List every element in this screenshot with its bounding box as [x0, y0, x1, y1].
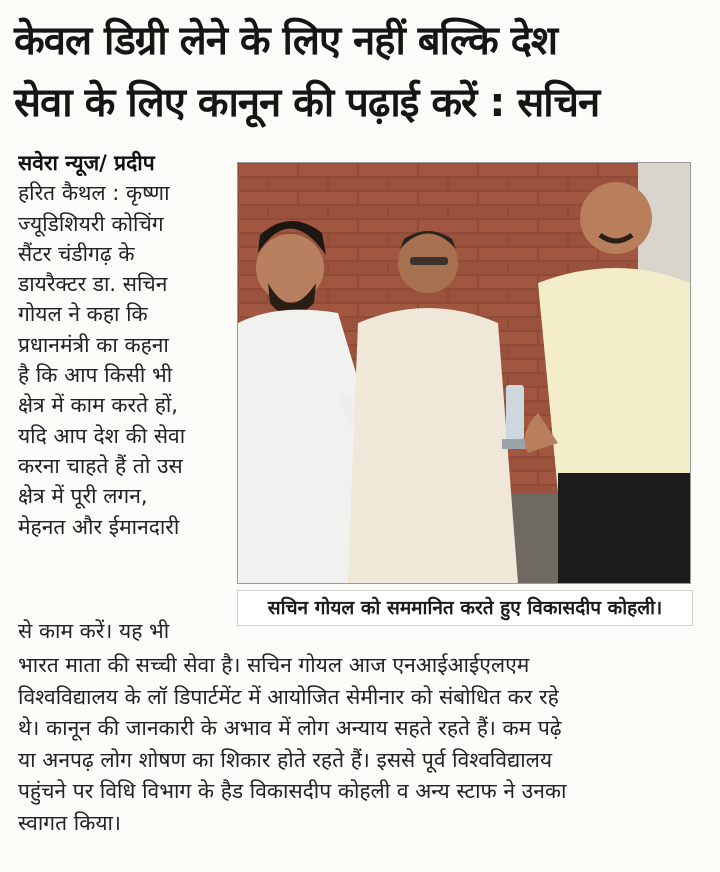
column-line: ज्यूडिशियरी कोचिंग — [18, 211, 164, 236]
body-line: थे। कानून की जानकारी के अभाव में लोग अन्याय सहते रहते हैं। कम पढ़े — [18, 716, 562, 741]
column-line: हरित कैथल : कृष्णा — [18, 181, 170, 206]
headline-line-2: सेवा के लिए कानून की पढ़ाई करें : सचिन — [14, 80, 600, 126]
column-line: से काम करें। यह भी — [18, 619, 170, 643]
headline — [14, 10, 706, 134]
body-line: भारत माता की सच्ची सेवा है। सचिन गोयल आज एनआईआईएलएम — [18, 653, 530, 677]
headline-line-1: केवल डिग्री लेने के लिए नहीं बल्कि देश — [14, 18, 558, 64]
body-line: पहुंचने पर विधि विभाग के हैड विकासदीप कोहली व अन्य स्टाफ ने उनका — [18, 779, 567, 804]
column-line: करना चाहते हैं तो उस — [18, 453, 183, 478]
column-line: क्षेत्र में पूरी लगन, — [18, 484, 148, 509]
photo-caption: सचिन गोयल को सममानित करते हुए विकासदीप कोहली। — [237, 590, 693, 626]
body-line: स्वागत किया। — [18, 810, 121, 835]
article-body-full-width — [18, 650, 708, 840]
dateline: सवेरा न्यूज/ प्रदीप — [18, 151, 155, 175]
column-line: यदि आप देश की सेवा — [18, 423, 186, 448]
body-line: विश्वविद्यालय के लॉ डिपार्टमेंट में आयोजित सेमीनार को संबोधित कर रहे — [18, 684, 559, 709]
photo-illustration — [238, 163, 690, 583]
column-line: डायरैक्टर डा. सचिन — [18, 272, 168, 297]
column-line: मेहनत और ईमानदारी — [18, 514, 180, 539]
news-photo — [237, 162, 691, 584]
body-line: या अनपढ़ लोग शोषण का शिकार होते रहते हैं। इससे पूर्व विश्वविद्यालय — [18, 747, 553, 772]
column-line: गोयल ने कहा कि — [18, 302, 148, 327]
column-line: क्षेत्र में काम करते हों, — [18, 393, 178, 418]
column-line: प्रधानमंत्री का कहना — [18, 332, 169, 357]
article-column-text — [18, 148, 232, 542]
column-line: है कि आप किसी भी — [18, 363, 173, 388]
column-line: सैंटर चंडीगढ़ के — [18, 241, 135, 266]
